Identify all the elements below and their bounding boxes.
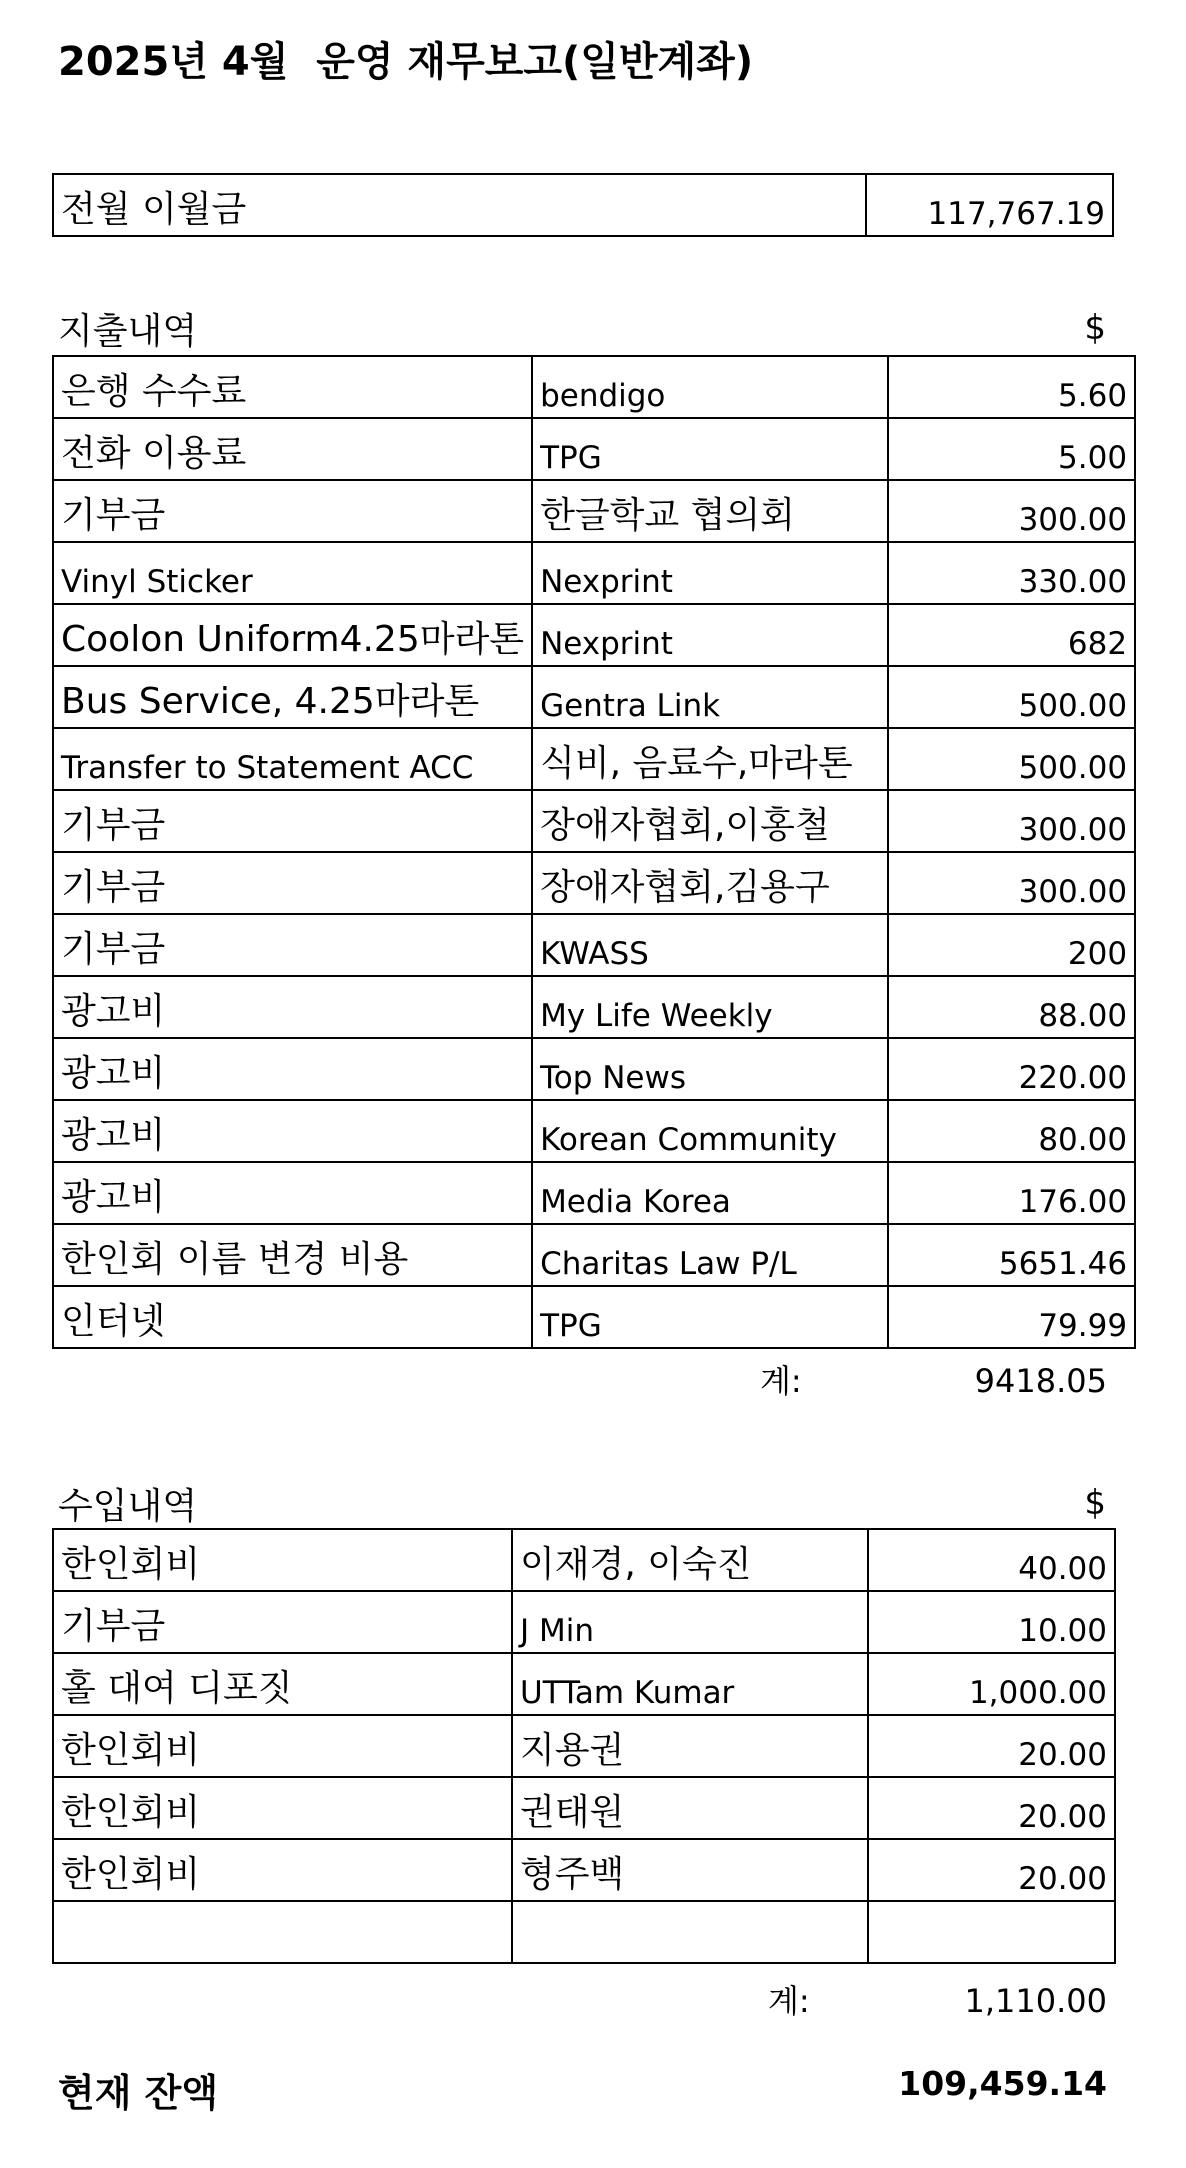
expense-row <box>53 542 1135 604</box>
row-payee: J Min <box>512 1591 868 1653</box>
income-row <box>53 1839 1115 1901</box>
row-category: Coolon Uniform4.25마라톤 <box>53 604 532 666</box>
row-category: 인터넷 <box>53 1286 532 1348</box>
row-payee: Charitas Law P/L <box>532 1224 888 1286</box>
expense-row <box>53 790 1135 852</box>
row-amount: 300.00 <box>888 790 1135 852</box>
carryover-amount: 117,767.19 <box>866 174 1113 236</box>
row-payee: Media Korea <box>532 1162 888 1224</box>
expense-row <box>53 976 1135 1038</box>
row-payee: Gentra Link <box>532 666 888 728</box>
row-payee: 장애자협회,이홍철 <box>532 790 888 852</box>
income-heading: 수입내역 <box>58 1486 198 1527</box>
row-amount: 20.00 <box>868 1839 1115 1901</box>
row-payee: 지용권 <box>512 1715 868 1777</box>
row-amount: 20.00 <box>868 1715 1115 1777</box>
row-payee: KWASS <box>532 914 888 976</box>
row-payee <box>512 1901 868 1963</box>
row-category: 한인회비 <box>53 1715 512 1777</box>
row-category: 기부금 <box>53 790 532 852</box>
row-payee: My Life Weekly <box>532 976 888 1038</box>
row-amount: 330.00 <box>888 542 1135 604</box>
row-payee: 식비, 음료수,마라톤 <box>532 728 888 790</box>
carryover-label: 전월 이월금 <box>53 174 866 236</box>
expense-row <box>53 604 1135 666</box>
row-category: 기부금 <box>53 914 532 976</box>
row-amount: 176.00 <box>888 1162 1135 1224</box>
row-amount: 500.00 <box>888 728 1135 790</box>
row-category: 전화 이용료 <box>53 418 532 480</box>
row-category: 광고비 <box>53 1100 532 1162</box>
row-category: Bus Service, 4.25마라톤 <box>53 666 532 728</box>
row-amount: 80.00 <box>888 1100 1135 1162</box>
income-row <box>53 1715 1115 1777</box>
row-payee: 장애자협회,김용구 <box>532 852 888 914</box>
carryover-table <box>52 173 1114 237</box>
income-total-label: 계: <box>768 1982 810 2020</box>
row-category: 한인회비 <box>53 1839 512 1901</box>
income-row <box>53 1591 1115 1653</box>
expense-row <box>53 1224 1135 1286</box>
row-amount: 200 <box>888 914 1135 976</box>
expense-row <box>53 1100 1135 1162</box>
row-amount: 10.00 <box>868 1591 1115 1653</box>
income-row <box>53 1653 1115 1715</box>
row-payee: bendigo <box>532 356 888 418</box>
carryover-row <box>53 174 1113 236</box>
row-payee: TPG <box>532 1286 888 1348</box>
balance-label: 현재 잔액 <box>58 2071 219 2115</box>
expense-row <box>53 666 1135 728</box>
row-payee: TPG <box>532 418 888 480</box>
row-category: Vinyl Sticker <box>53 542 532 604</box>
row-category: 한인회비 <box>53 1777 512 1839</box>
expenses-heading: 지출내역 <box>58 311 198 352</box>
row-payee: Nexprint <box>532 542 888 604</box>
balance-amount: 109,459.14 <box>898 2064 1107 2103</box>
expense-row <box>53 728 1135 790</box>
expenses-total-label: 계: <box>760 1362 802 1400</box>
expense-row <box>53 418 1135 480</box>
row-category: 기부금 <box>53 1591 512 1653</box>
income-table <box>52 1528 1116 1964</box>
expense-row <box>53 1286 1135 1348</box>
expense-row <box>53 480 1135 542</box>
row-category: Transfer to Statement ACC <box>53 728 532 790</box>
expense-row <box>53 852 1135 914</box>
row-payee: UTTam Kumar <box>512 1653 868 1715</box>
expense-row <box>53 914 1135 976</box>
income-row <box>53 1777 1115 1839</box>
income-row <box>53 1901 1115 1963</box>
row-category <box>53 1901 512 1963</box>
row-amount: 300.00 <box>888 852 1135 914</box>
expenses-table <box>52 355 1136 1349</box>
income-currency: $ <box>1084 1483 1106 1523</box>
row-amount: 5.60 <box>888 356 1135 418</box>
row-amount: 79.99 <box>888 1286 1135 1348</box>
expense-row <box>53 1162 1135 1224</box>
row-category: 광고비 <box>53 1038 532 1100</box>
row-amount: 300.00 <box>888 480 1135 542</box>
row-amount <box>868 1901 1115 1963</box>
expense-row <box>53 356 1135 418</box>
row-payee: Korean Community <box>532 1100 888 1162</box>
income-total: 1,110.00 <box>964 1982 1107 2020</box>
row-amount: 1,000.00 <box>868 1653 1115 1715</box>
row-amount: 88.00 <box>888 976 1135 1038</box>
row-payee: 이재경, 이숙진 <box>512 1529 868 1591</box>
row-category: 한인회비 <box>53 1529 512 1591</box>
row-amount: 500.00 <box>888 666 1135 728</box>
row-category: 은행 수수료 <box>53 356 532 418</box>
row-category: 기부금 <box>53 480 532 542</box>
row-payee: 한글학교 협의회 <box>532 480 888 542</box>
row-payee: Top News <box>532 1038 888 1100</box>
row-category: 광고비 <box>53 976 532 1038</box>
row-category: 광고비 <box>53 1162 532 1224</box>
row-amount: 5651.46 <box>888 1224 1135 1286</box>
row-category: 한인회 이름 변경 비용 <box>53 1224 532 1286</box>
row-amount: 682 <box>888 604 1135 666</box>
row-payee: 권태원 <box>512 1777 868 1839</box>
row-payee: 형주백 <box>512 1839 868 1901</box>
income-row <box>53 1529 1115 1591</box>
expenses-total: 9418.05 <box>974 1362 1107 1400</box>
expense-row <box>53 1038 1135 1100</box>
row-payee: Nexprint <box>532 604 888 666</box>
expenses-currency: $ <box>1084 308 1106 348</box>
row-amount: 40.00 <box>868 1529 1115 1591</box>
row-amount: 20.00 <box>868 1777 1115 1839</box>
report-title: 2025년 4월 운영 재무보고(일반계좌) <box>58 39 754 85</box>
row-category: 홀 대여 디포짓 <box>53 1653 512 1715</box>
row-amount: 5.00 <box>888 418 1135 480</box>
row-amount: 220.00 <box>888 1038 1135 1100</box>
row-category: 기부금 <box>53 852 532 914</box>
